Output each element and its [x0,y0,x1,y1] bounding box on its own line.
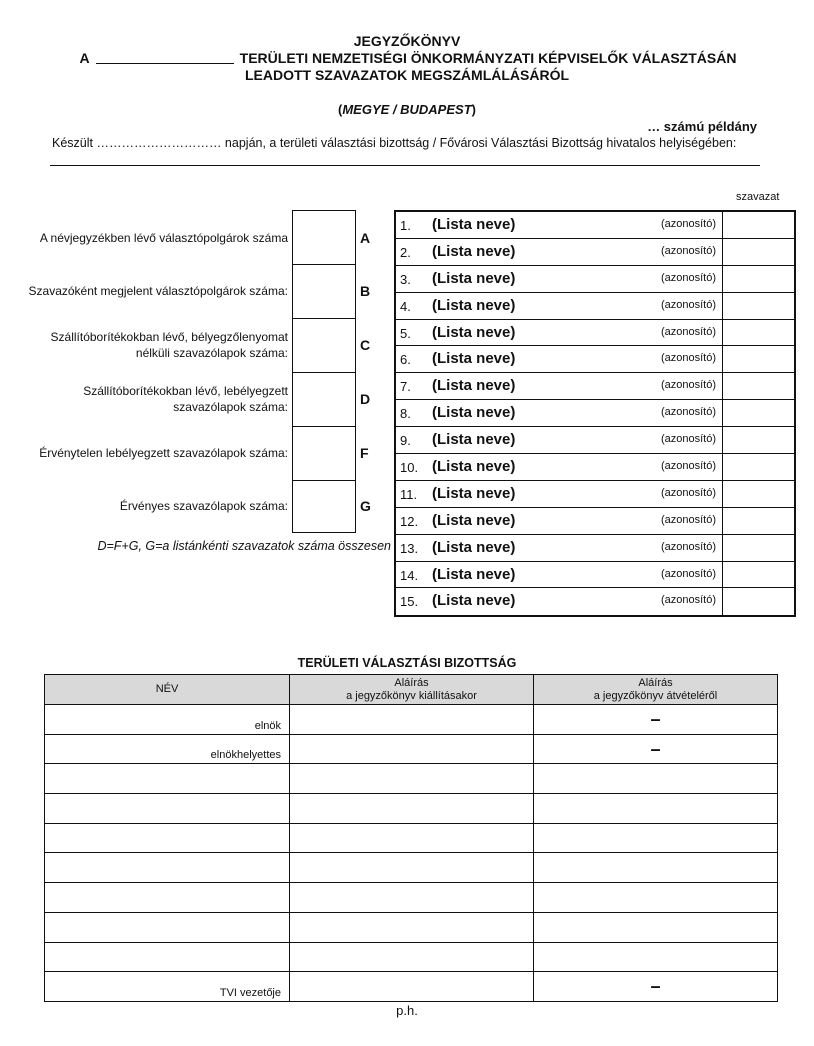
list-name: (Lista neve) [432,350,516,368]
issue-signature-cell[interactable] [290,794,534,824]
signature-row [45,912,778,942]
question-label: Szállítóborítékokban lévő, bélyegzőlenyomat nélküli szavazólapok száma: [50,330,288,360]
document-subtitle-line-2 [48,50,768,66]
document-title: JEGYZŐKÖNYV [353,33,461,49]
list-name: (Lista neve) [432,296,516,314]
list-vote-cell[interactable] [722,562,723,588]
list-number: 14. [400,567,419,583]
list-identifier: (azonosító) [660,460,716,473]
question-value-box-g[interactable] [292,480,356,533]
list-vote-cell[interactable] [722,588,723,615]
member-role: elnökhelyettes [210,749,281,762]
formula-note: D=F+G, G=a listánkénti szavazatok száma összesen [97,539,391,553]
list-vote-cell[interactable] [722,373,723,399]
name-column-header: NÉV [45,675,290,705]
issue-signature-cell[interactable] [290,705,534,735]
list-number: 4. [400,298,411,314]
receipt-signature-cell[interactable] [534,705,778,735]
list-row [396,239,794,266]
list-row [396,427,794,454]
list-row [396,588,794,615]
question-letter: F [360,445,369,461]
question-value-box-d[interactable] [292,372,356,427]
signature-row [45,764,778,794]
list-number: 8. [400,406,411,422]
issue-signature-cell[interactable] [290,853,534,883]
list-vote-cell[interactable] [722,320,723,346]
question-label: Érvényes szavazólapok száma: [119,499,288,513]
list-row [396,481,794,508]
list-number: 9. [400,433,411,449]
receipt-signature-cell[interactable] [534,794,778,824]
list-identifier: (azonosító) [660,594,716,607]
question-value-box-a[interactable] [292,210,356,265]
list-vote-cell[interactable] [722,427,723,453]
question-label: Érvénytelen lebélyegzett szavazólapok száma: [39,446,288,460]
document-subtitle-line-3: LEADOTT SZAVAZATOK MEGSZÁMLÁLÁSÁRÓL [244,67,570,83]
list-number: 13. [400,540,419,556]
list-row [396,212,794,239]
list-vote-cell[interactable] [722,508,723,534]
member-name-cell[interactable] [45,734,290,764]
question-value-box-c[interactable] [292,318,356,373]
signature-row [45,853,778,883]
list-vote-cell[interactable] [722,239,723,265]
question-letter: A [360,230,371,246]
list-row [396,373,794,400]
list-row [396,400,794,427]
list-name: (Lista neve) [432,242,516,260]
receipt-signature-cell[interactable] [534,823,778,853]
list-vote-cell[interactable] [722,400,723,426]
question-letter: G [360,498,371,514]
question-label: Szavazóként megjelent választópolgárok száma: [28,284,288,298]
question-value-box-f[interactable] [292,426,356,481]
list-identifier: (azonosító) [660,540,716,553]
issue-signature-cell[interactable] [290,883,534,913]
county-line: (MEGYE / BUDAPEST) [338,102,476,117]
list-identifier: (azonosító) [660,406,716,419]
list-number: 11. [400,486,418,502]
signature-row [45,705,778,735]
list-row [396,535,794,562]
signature-row [45,942,778,972]
list-number: 7. [400,379,411,395]
issue-signature-cell[interactable] [290,912,534,942]
list-identifier: (azonosító) [660,567,716,580]
signature-row [45,972,778,1002]
list-number: 3. [400,271,411,287]
signature-row [45,823,778,853]
list-identifier: (azonosító) [660,218,716,230]
signature-row [45,794,778,824]
signature-row [45,883,778,913]
list-identifier: (azonosító) [660,298,716,311]
committee-title: TERÜLETI VÁLASZTÁSI BIZOTTSÁG [297,656,517,670]
list-name: (Lista neve) [432,484,516,502]
issue-signature-cell[interactable] [290,972,534,1002]
list-identifier: (azonosító) [660,352,716,365]
member-name-cell[interactable] [45,942,290,972]
dash-mark: – [650,976,661,997]
member-name-cell[interactable] [45,972,290,1002]
receipt-signature-column-header: Aláírás a jegyzőkönyv átvételéről [534,675,778,705]
member-name-cell[interactable] [45,883,290,913]
question-value-box-b[interactable] [292,264,356,319]
issue-signature-column-header: Aláírás a jegyzőkönyv kiállításakor [290,675,534,705]
county-label: MEGYE / BUDAPEST [342,102,472,117]
list-row [396,346,794,373]
list-identifier: (azonosító) [660,486,716,499]
list-name: (Lista neve) [432,216,516,233]
list-vote-cell[interactable] [722,454,723,480]
member-name-cell[interactable] [45,853,290,883]
member-name-cell[interactable] [45,705,290,735]
receipt-signature-cell[interactable] [534,972,778,1002]
list-vote-cell[interactable] [722,535,723,561]
dash-mark: – [650,738,661,759]
question-letter: D [360,391,371,407]
list-number: 12. [400,513,419,529]
member-role: TVI vezetője [219,986,281,999]
list-name: (Lista neve) [432,431,516,449]
member-name-cell[interactable] [45,794,290,824]
list-name: (Lista neve) [432,511,516,529]
stamp-placeholder: p.h. [396,1003,418,1018]
receipt-signature-cell[interactable] [534,764,778,794]
signature-row [45,734,778,764]
list-name: (Lista neve) [432,269,516,287]
dash-mark: – [650,709,661,729]
issue-signature-cell[interactable] [290,764,534,794]
subtitle-suffix: TERÜLETI NEMZETISÉGI ÖNKORMÁNYZATI KÉPVISELŐK VÁLASZTÁSÁN [239,50,737,66]
receipt-signature-cell[interactable] [534,734,778,764]
list-number: 1. [400,218,411,233]
issue-signature-cell[interactable] [290,942,534,972]
list-number: 10. [400,460,419,476]
receipt-signature-cell[interactable] [534,912,778,942]
member-name-cell[interactable] [45,912,290,942]
question-label: Szállítóborítékokban lévő, lebélyegzett szavazólapok száma: [83,384,288,414]
list-row [396,266,794,293]
list-name: (Lista neve) [432,323,516,341]
list-number: 5. [400,325,411,341]
question-letter: C [360,337,371,353]
list-vote-cell[interactable] [722,346,723,372]
area-name-blank [96,51,234,64]
list-identifier: (azonosító) [660,325,716,338]
list-row [396,293,794,320]
question-letter: B [360,283,371,299]
list-name: (Lista neve) [432,458,516,476]
member-name-cell[interactable] [45,823,290,853]
list-row [396,454,794,481]
list-vote-cell[interactable] [722,293,723,319]
list-identifier: (azonosító) [660,379,716,392]
list-name: (Lista neve) [432,538,516,556]
list-name: (Lista neve) [432,377,516,395]
list-vote-cell[interactable] [722,266,723,292]
issue-signature-cell[interactable] [290,823,534,853]
question-label: A névjegyzékben lévő választópolgárok száma [39,231,288,245]
list-vote-cell[interactable] [722,481,723,507]
issue-signature-cell[interactable] [290,734,534,764]
list-number: 6. [400,352,411,368]
receipt-signature-cell[interactable] [534,883,778,913]
list-row [396,320,794,347]
list-number: 15. [400,594,419,610]
list-identifier: (azonosító) [660,433,716,446]
list-identifier: (azonosító) [660,513,716,526]
member-role: elnök [254,719,281,732]
subtitle-prefix: A [79,50,90,66]
list-name: (Lista neve) [432,592,516,610]
list-votes-table [394,210,796,617]
member-name-cell[interactable] [45,764,290,794]
committee-signature-table [44,674,778,1002]
list-vote-cell[interactable] [722,212,723,238]
receipt-signature-cell[interactable] [534,853,778,883]
made-at-text: Készült ………………………… napján, a területi választási bizottság / Fővárosi Választási Bizottság hivatalos helyiségében: [52,136,737,150]
list-row [396,562,794,589]
list-row [396,508,794,535]
receipt-signature-cell[interactable] [534,942,778,972]
list-name: (Lista neve) [432,404,516,422]
copy-number: … számú példány [647,119,757,134]
list-name: (Lista neve) [432,565,516,583]
list-identifier: (azonosító) [660,244,716,257]
list-number: 2. [400,244,411,260]
header-divider [50,165,760,166]
list-identifier: (azonosító) [660,271,716,284]
votes-column-label: szavazat [736,191,780,203]
